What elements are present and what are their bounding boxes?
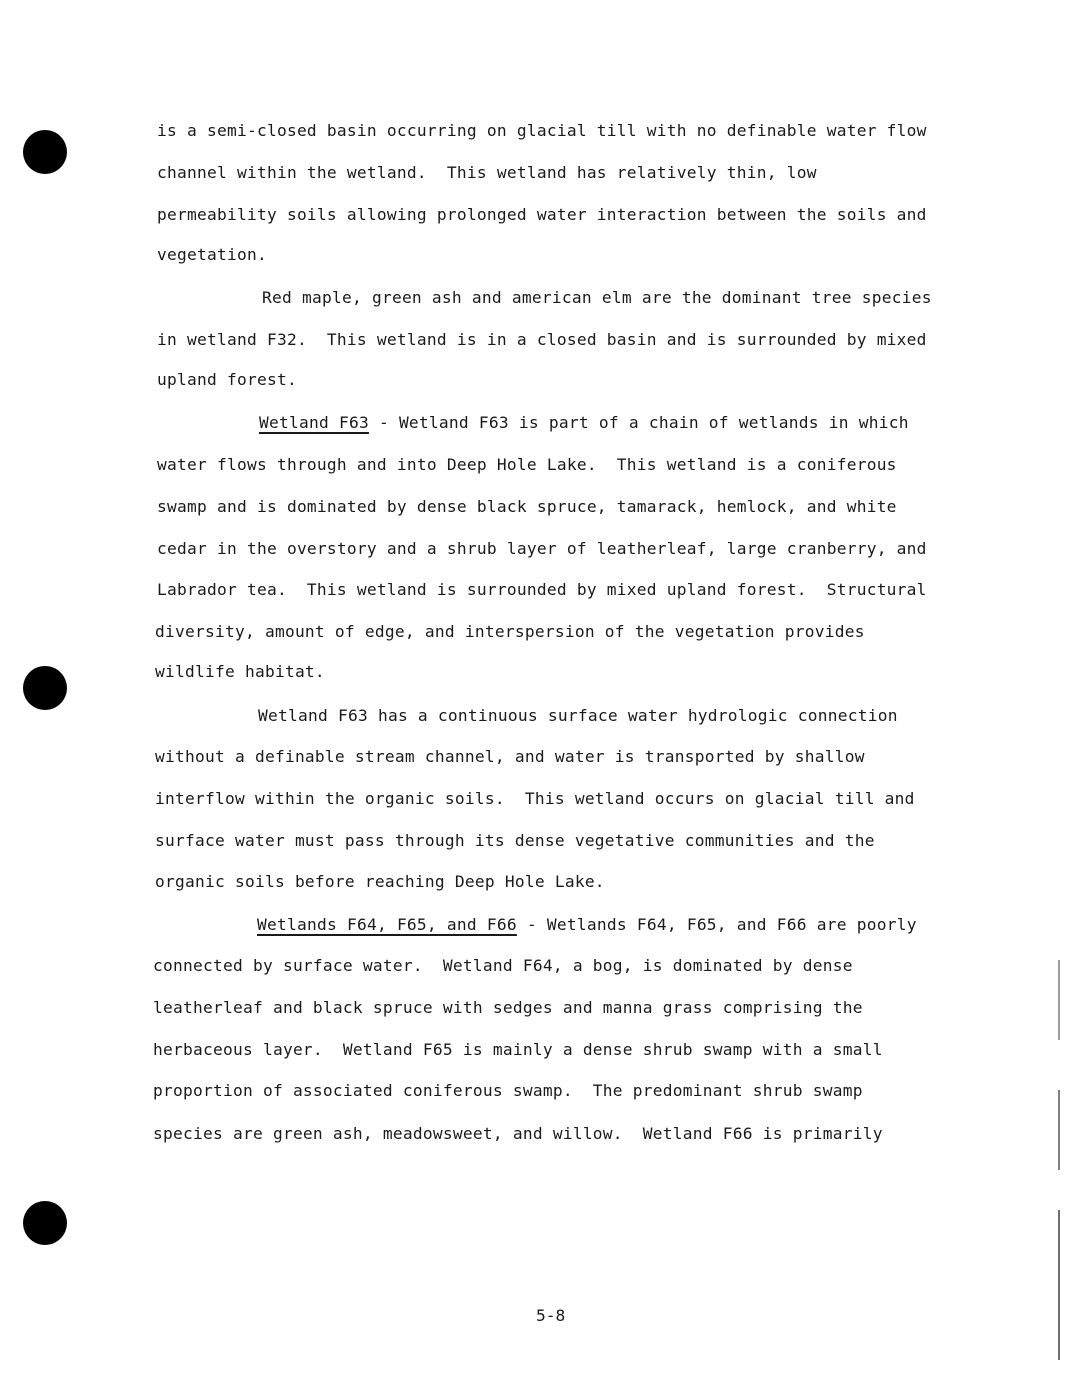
body-line: diversity, amount of edge, and interspersion of the vegetation provides	[155, 622, 865, 641]
body-line: is a semi-closed basin occurring on glacial till with no definable water flow	[157, 121, 927, 140]
section-heading-line	[257, 915, 917, 935]
body-line: channel within the wetland. This wetland has relatively thin, low	[157, 163, 817, 182]
heading-line-text: - Wetland F63 is part of a chain of wetlands in which	[368, 413, 909, 432]
scan-edge-mark	[1058, 960, 1060, 1040]
body-line: permeability soils allowing prolonged water interaction between the soils and	[157, 205, 927, 224]
body-line: interflow within the organic soils. This wetland occurs on glacial till and	[155, 789, 915, 808]
body-line: species are green ash, meadowsweet, and willow. Wetland F66 is primarily	[153, 1124, 883, 1143]
section-heading: Wetland F63	[259, 413, 369, 432]
section-heading: Wetlands F64, F65, and F66	[257, 915, 517, 934]
body-line: herbaceous layer. Wetland F65 is mainly a dense shrub swamp with a small	[153, 1040, 883, 1059]
body-line: without a definable stream channel, and water is transported by shallow	[155, 747, 865, 766]
scan-edge-mark	[1058, 1210, 1060, 1360]
body-line: Wetland F63 has a continuous surface water hydrologic connection	[258, 706, 898, 725]
punch-hole	[23, 666, 67, 710]
body-line: water flows through and into Deep Hole Lake. This wetland is a coniferous	[157, 455, 897, 474]
punch-hole	[23, 130, 67, 174]
punch-hole	[23, 1201, 67, 1245]
body-line: leatherleaf and black spruce with sedges and manna grass comprising the	[153, 998, 863, 1017]
body-line: Labrador tea. This wetland is surrounded by mixed upland forest. Structural	[157, 580, 927, 599]
body-line: connected by surface water. Wetland F64, a bog, is dominated by dense	[153, 956, 853, 975]
body-line: vegetation.	[157, 245, 267, 264]
section-heading-line	[259, 413, 909, 433]
body-line: upland forest.	[157, 370, 297, 389]
body-line: in wetland F32. This wetland is in a closed basin and is surrounded by mixed	[157, 330, 927, 349]
body-line: surface water must pass through its dense vegetative communities and the	[155, 831, 875, 850]
scan-edge-mark	[1058, 1090, 1060, 1170]
body-line: organic soils before reaching Deep Hole Lake.	[155, 872, 605, 891]
body-line: wildlife habitat.	[155, 662, 325, 681]
body-line: proportion of associated coniferous swamp. The predominant shrub swamp	[153, 1081, 863, 1100]
body-line: Red maple, green ash and american elm are the dominant tree species	[262, 288, 932, 307]
page-number: 5-8	[536, 1306, 566, 1325]
body-line: swamp and is dominated by dense black spruce, tamarack, hemlock, and white	[157, 497, 897, 516]
body-line: cedar in the overstory and a shrub layer of leatherleaf, large cranberry, and	[157, 539, 927, 558]
heading-line-text: - Wetlands F64, F65, and F66 are poorly	[516, 915, 917, 934]
